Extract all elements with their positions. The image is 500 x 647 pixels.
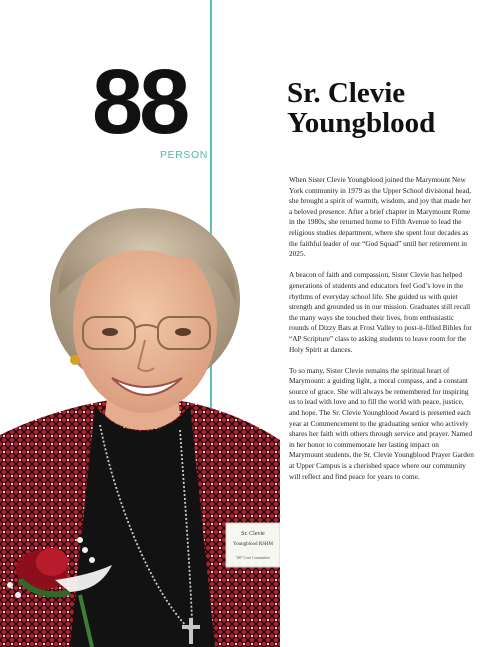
name-tag-line3: '68° Core Committee [236, 555, 270, 560]
bio-paragraph-3: To so many, Sister Clevie remains the spiritual heart of Marymount: a guiding light, a moral compass, and a constant source of grace. She will always be remembered for inspiring us to lead with love and to fill the world with peace, justice, and hope. The Sr. Clevie Youngblood Award is presented each year at Commencement to the graduating senior who actively shares her faith with others through service and prayer. Named in her honor to commemorate her lasting impact on Marymount students, the Sr. Clevie Youngblood Prayer Garden at Upper Campus is a cherished space where our community will reflect and find peace for years to come. [289, 365, 474, 481]
bio-paragraph-1: When Sister Clevie Youngblood joined the Marymount New York community in 1979 as the Upper School divisional head, she brought a spirit of warmth, wisdom, and joy that made her a beloved presence. After a brief chapter in Marymount Rome in the 1980s, she returned home to Fifth Avenue to lead the religious studies department, where she spent four decades as the faithful leader of our “God Squad” until her retirement in 2025. [289, 175, 472, 259]
person-name [287, 78, 487, 138]
name-tag [226, 523, 280, 567]
portrait-photo [0, 200, 280, 647]
name-tag-line2: Youngblood RSHM [233, 542, 273, 547]
biography [289, 175, 475, 493]
name-tag-line1: Sr. Clevie [241, 531, 265, 537]
feature-number: 88 [92, 51, 187, 153]
person-name-line2: Youngblood [287, 107, 436, 139]
bio-paragraph-2: A beacon of faith and compassion, Sister Clevie has helped generations of students and educators feel God’s love in the rhythms of everyday school life. She guided us with quiet strength and grounded us in our mission. Graduates still recall the many ways she touched their lives, from enthusiastic rounds of Dizzy Bats at Frost Valley to post-it-filled Bibles for “AP Scripture” class to asking students to leave room for the Holy Spirit at dances. [289, 270, 472, 354]
category-label: PERSON [160, 149, 208, 161]
person-name-line1: Sr. Clevie [287, 77, 406, 109]
earring-icon [70, 355, 80, 365]
